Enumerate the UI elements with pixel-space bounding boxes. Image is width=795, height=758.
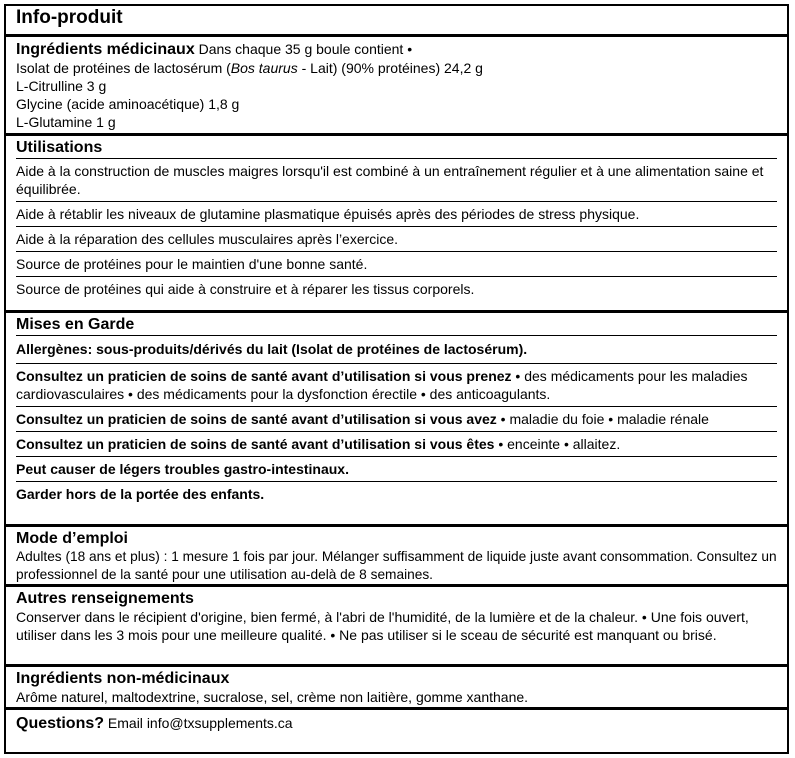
ingredient-glycine: Glycine (acide aminoacétique) 1,8 g bbox=[16, 96, 240, 112]
warning-pregnancy-bold: Consultez un praticien de soins de santé avant d’utilisation si vous êtes bbox=[16, 436, 495, 452]
use-item: Aide à la réparation des cellules musculaires après l’exercice. bbox=[16, 226, 777, 251]
use-item: Aide à la construction de muscles maigres lorsqu'il est combiné à un entraînement régulier et à une alimentation saine et équilibrée. bbox=[16, 158, 777, 201]
header-section bbox=[6, 6, 787, 37]
non-medicinal-section bbox=[6, 667, 787, 710]
medicinal-heading: Ingrédients médicinaux bbox=[16, 41, 195, 58]
warnings-section bbox=[6, 313, 787, 527]
warning-medications-bold: Consultez un praticien de soins de santé avant d’utilisation si vous prenez bbox=[16, 368, 512, 384]
warning-conditions bbox=[16, 406, 777, 431]
other-info-section bbox=[6, 587, 787, 667]
use-item: Source de protéines pour le maintien d'une bonne santé. bbox=[16, 251, 777, 276]
warning-pregnancy-text: • enceinte • allaitez. bbox=[494, 436, 621, 452]
non-medicinal-text: Arôme naturel, maltodextrine, sucralose, sel, crème non laitière, gomme xanthane. bbox=[16, 689, 529, 705]
warning-children: Garder hors de la portée des enfants. bbox=[16, 481, 777, 506]
warning-conditions-bold: Consultez un praticien de soins de santé avant d’utilisation si vous avez bbox=[16, 411, 497, 427]
ingredient-whey-post: - Lait) (90% protéines) 24,2 g bbox=[297, 60, 483, 76]
warning-gastro: Peut causer de légers troubles gastro-intestinaux. bbox=[16, 456, 777, 481]
directions-text: Adultes (18 ans et plus) : 1 mesure 1 fois par jour. Mélanger suffisamment de liquide juste avant consommation. Consultez un professionnel de la santé pour une utilisation au-delà de 8 semaines. bbox=[16, 549, 777, 582]
ingredient-whey bbox=[16, 59, 777, 77]
medicinal-intro-line bbox=[16, 37, 777, 59]
email-link[interactable]: info@txsupplements.ca bbox=[146, 715, 293, 731]
product-info-panel bbox=[4, 4, 789, 754]
questions-line bbox=[16, 710, 777, 733]
uses-section bbox=[6, 136, 787, 313]
email-label: Email bbox=[107, 715, 143, 731]
other-info-text: Conserver dans le récipient d'origine, bien fermé, à l'abri de l'humidité, de la lumière et de la chaleur. • Une fois ouvert, utiliser dans les 3 mois pour une meilleure qualité. • Ne pas utiliser si le sceau de sécurité est manquant ou brisé. bbox=[16, 609, 749, 643]
ingredient-whey-pre: Isolat de protéines de lactosérum ( bbox=[16, 60, 231, 76]
panel-title: Info-produit bbox=[16, 7, 123, 28]
warning-conditions-text: • maladie du foie • maladie rénale bbox=[496, 411, 709, 427]
warning-allergens: Allergènes: sous-produits/dérivés du lait (Isolat de protéines de lactosérum). bbox=[16, 335, 777, 363]
questions-label: Questions? bbox=[16, 715, 105, 732]
warnings-heading: Mises en Garde bbox=[16, 316, 135, 333]
other-info-heading: Autres renseignements bbox=[16, 590, 194, 607]
medicinal-ingredients-section bbox=[6, 37, 787, 136]
directions-section bbox=[6, 527, 787, 587]
ingredient-glutamine: L-Glutamine 1 g bbox=[16, 114, 116, 130]
directions-heading: Mode d’emploi bbox=[16, 530, 128, 547]
warning-medications bbox=[16, 363, 777, 406]
warning-pregnancy bbox=[16, 431, 777, 456]
medicinal-intro: Dans chaque 35 g boule contient • bbox=[198, 41, 413, 57]
warning-medications-text: • des médicaments pour les maladies cardiovasculaires • des médicaments pour la dysfonction érectile • des anticoagulants. bbox=[16, 368, 748, 402]
non-medicinal-heading: Ingrédients non-médicinaux bbox=[16, 670, 230, 687]
use-item: Source de protéines qui aide à construire et à réparer les tissus corporels. bbox=[16, 276, 777, 301]
use-item: Aide à rétablir les niveaux de glutamine plasmatique épuisés après des périodes de stress physique. bbox=[16, 201, 777, 226]
uses-heading: Utilisations bbox=[16, 139, 103, 156]
questions-section bbox=[6, 710, 787, 740]
ingredient-whey-latin: Bos taurus bbox=[230, 60, 298, 76]
ingredient-citrulline: L-Citrulline 3 g bbox=[16, 78, 107, 94]
